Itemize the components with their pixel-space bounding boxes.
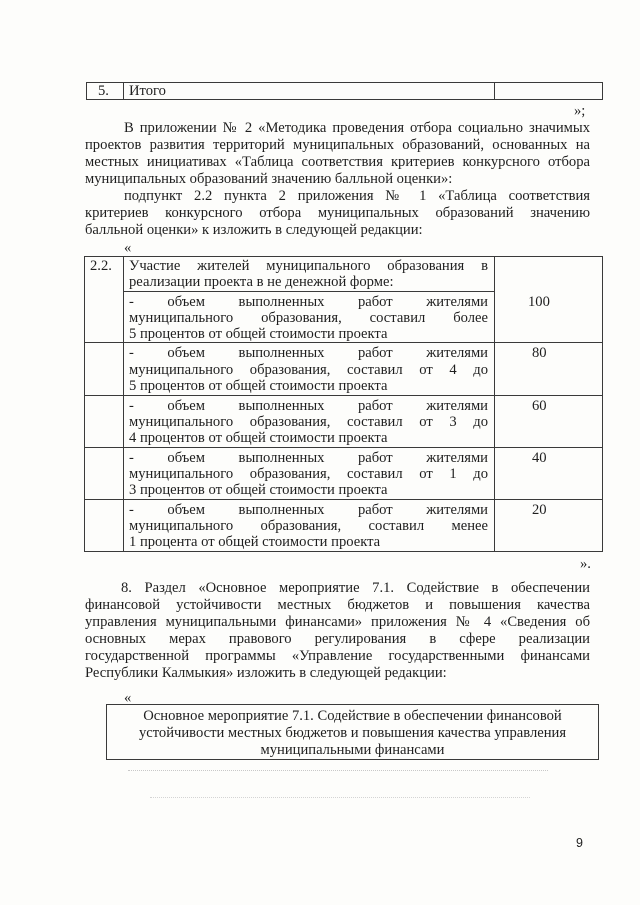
table-border	[123, 82, 124, 100]
page-number: 9	[576, 836, 583, 850]
closing-quote: »;	[574, 103, 586, 119]
criteria-line: - объем выполненных работ жителями	[129, 450, 488, 466]
table-border	[494, 256, 495, 552]
criteria-number: 2.2.	[90, 258, 112, 274]
text-line: проектов развития территорий муниципальных образований, основанных на	[85, 137, 590, 153]
criteria-line: муниципального образования, составил от 4 до	[129, 362, 488, 378]
text-line: подпункт 2.2 пункта 2 приложения № 1 «Таблица соответствия	[124, 188, 590, 204]
top-table-label: Итого	[129, 83, 166, 99]
criteria-line: - объем выполненных работ жителями	[129, 294, 488, 310]
criteria-header-line: Участие жителей муниципального образования в	[129, 258, 488, 274]
box-line: устойчивости местных бюджетов и повышения качества управления	[138, 725, 567, 741]
criteria-line: - объем выполненных работ жителями	[129, 398, 488, 414]
table-border	[84, 447, 603, 448]
text-line: 8. Раздел «Основное мероприятие 7.1. Содействие в обеспечении	[121, 580, 590, 596]
text-line: В приложении № 2 «Методика проведения отбора социально значимых	[124, 120, 590, 136]
opening-quote: «	[124, 240, 132, 256]
criteria-line: 1 процента от общей стоимости проекта	[129, 534, 381, 550]
criteria-line: - объем выполненных работ жителями	[129, 345, 488, 361]
box-line: Основное мероприятие 7.1. Содействие в обеспечении финансовой	[143, 708, 562, 724]
table-border	[84, 256, 603, 257]
criteria-line: муниципального образования, составил от 3 до	[129, 414, 488, 430]
table-border	[602, 256, 603, 552]
table-border	[86, 82, 87, 100]
scan-artifact	[150, 797, 530, 798]
text-line: местных инициативах «Таблица соответствия критериев конкурсного отбора	[85, 154, 590, 170]
text-line: балльной оценки» к изложить в следующей редакции:	[85, 222, 423, 238]
criteria-line: - объем выполненных работ жителями	[129, 502, 488, 518]
text-line: основных мерах правового регулирования в сфере реализации	[85, 631, 590, 647]
scan-artifact	[128, 770, 548, 771]
text-line: муниципальных образований значению балльной оценки»:	[85, 171, 453, 187]
table-border	[123, 256, 124, 552]
criteria-line: 5 процентов от общей стоимости проекта	[129, 378, 388, 394]
criteria-line: муниципального образования, составил менее	[129, 518, 488, 534]
score-value: 60	[532, 398, 547, 414]
criteria-line: муниципального образования, составил более	[129, 310, 488, 326]
table-border	[123, 291, 495, 292]
table-border	[602, 82, 603, 100]
text-line: финансовой устойчивости местных бюджетов и повышения качества	[85, 597, 590, 613]
criteria-line: 5 процентов от общей стоимости проекта	[129, 326, 388, 342]
text-line: критериев конкурсного отбора муниципальных образований значению	[85, 205, 590, 221]
score-value: 40	[532, 450, 547, 466]
score-value: 20	[532, 502, 547, 518]
criteria-line: муниципального образования, составил от 1 до	[129, 466, 488, 482]
criteria-line: 4 процентов от общей стоимости проекта	[129, 430, 388, 446]
score-value: 80	[532, 345, 547, 361]
criteria-header-line: реализации проекта в не денежной форме:	[129, 274, 394, 290]
table-border	[494, 82, 495, 100]
box-line: муниципальными финансами	[260, 742, 445, 758]
opening-quote: «	[124, 690, 132, 706]
text-line: государственной программы «Управление государственными финансами	[85, 648, 590, 664]
table-border	[84, 256, 85, 552]
score-value: 100	[528, 294, 550, 310]
text-line: управления муниципальными финансами» приложения № 4 «Сведения об	[85, 614, 590, 630]
criteria-line: 3 процентов от общей стоимости проекта	[129, 482, 388, 498]
section-title-box	[106, 704, 599, 760]
top-table-num: 5.	[98, 83, 109, 99]
text-line: Республики Калмыкия» изложить в следующей редакции:	[85, 665, 447, 681]
table-border	[84, 395, 603, 396]
table-border	[84, 551, 603, 552]
table-border	[84, 499, 603, 500]
closing-quote: ».	[580, 556, 591, 572]
